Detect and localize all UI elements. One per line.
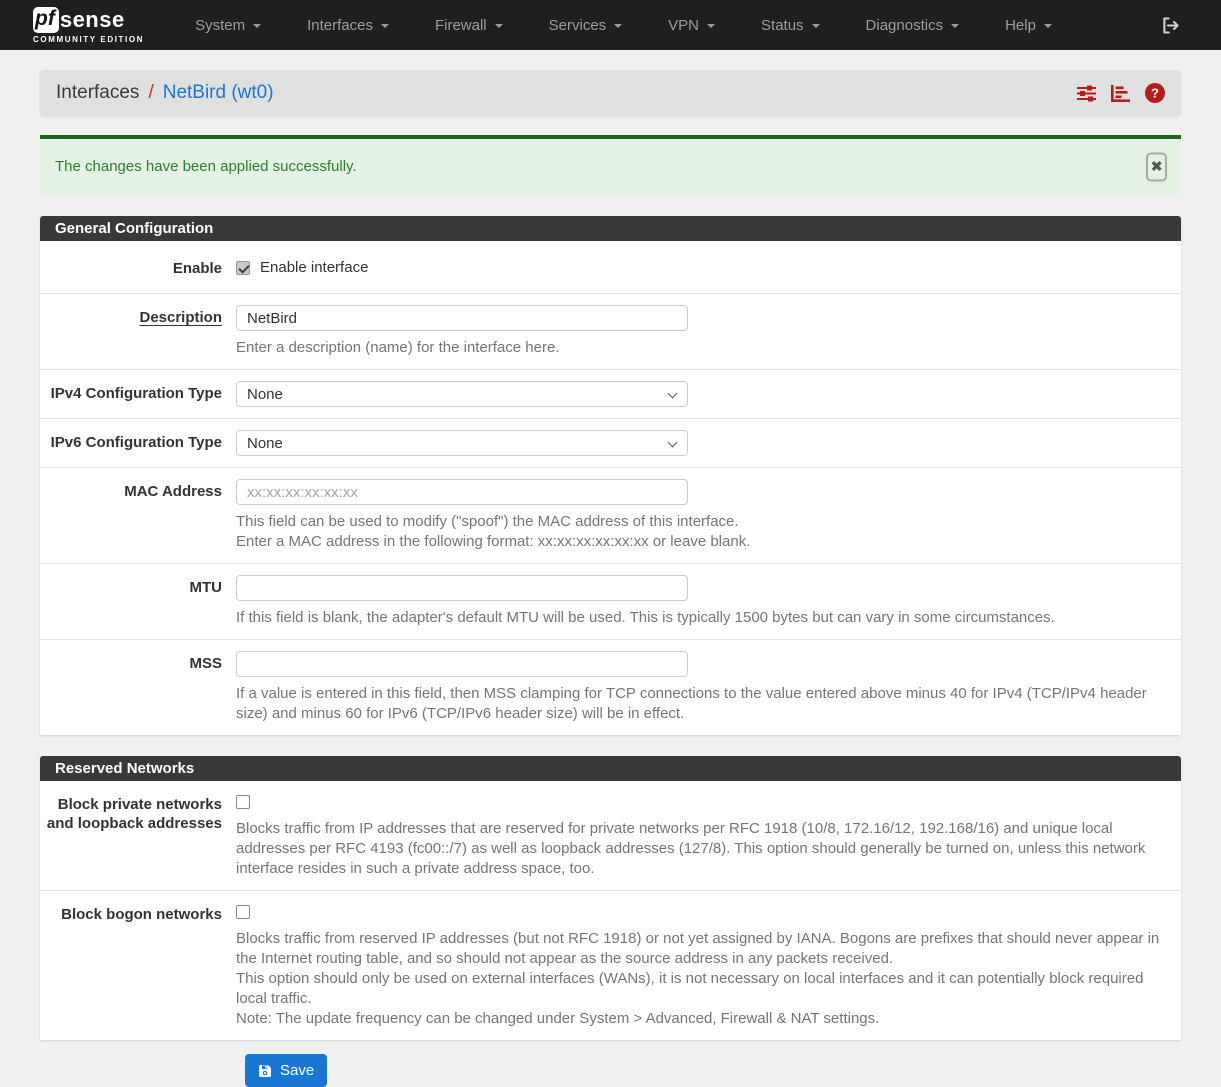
logout-icon[interactable]	[1160, 15, 1181, 36]
chevron-down-icon	[812, 24, 820, 28]
block-private-networks-checkbox[interactable]	[236, 795, 250, 809]
enable-label: Enable	[172, 260, 222, 277]
menu-firewall[interactable]	[412, 0, 526, 50]
success-alert-message: The changes have been applied successfully.	[55, 158, 357, 175]
menu-interfaces[interactable]	[284, 0, 412, 50]
chevron-down-icon	[707, 24, 715, 28]
description-input[interactable]	[236, 305, 688, 331]
general-configuration-panel	[40, 216, 1181, 735]
block-bogon-networks-label: Block bogon networks	[61, 906, 222, 923]
block-bogon-networks-help: Blocks traffic from reserved IP addresses (but not RFC 1918) or not yet assigned by IANA. Bogons are prefixes that should never appear in the Internet routing table, and so should not appear as the source address in any packets received. This option should only be used on external interfaces (WANs), it is not necessary on local interfaces and it can potentially block required local traffic. Note: The update frequency can be changed under System > Advanced, Firewall & NAT settings.	[236, 930, 1160, 1027]
success-alert	[40, 135, 1181, 195]
chevron-down-icon	[381, 24, 389, 28]
ipv6-selected-value: None	[247, 434, 283, 452]
top-navbar	[0, 0, 1221, 50]
ipv6-configuration-type-select[interactable]	[236, 430, 688, 456]
ipv6-configuration-type-row	[40, 418, 1181, 467]
mss-input[interactable]	[236, 651, 688, 677]
mac-address-input[interactable]	[236, 479, 688, 505]
block-private-networks-row	[40, 781, 1181, 890]
mtu-label: MTU	[189, 579, 222, 596]
reserved-networks-panel	[40, 756, 1181, 1040]
status-chart-icon[interactable]	[1111, 85, 1130, 102]
save-button[interactable]	[245, 1054, 327, 1087]
block-private-networks-label: Block private networks and loopback addresses	[46, 796, 222, 832]
ipv6-configuration-type-label: IPv6 Configuration Type	[50, 434, 222, 451]
description-label: Description	[139, 309, 222, 326]
breadcrumb-separator: /	[148, 82, 154, 103]
pfsense-logo-pf: pf	[33, 7, 59, 33]
menu-status[interactable]	[738, 0, 843, 50]
save-icon	[258, 1064, 272, 1078]
mss-row	[40, 639, 1181, 735]
enable-row	[40, 241, 1181, 293]
pfsense-logo[interactable]	[33, 7, 144, 44]
mac-address-row	[40, 467, 1181, 563]
breadcrumb-section: Interfaces	[56, 82, 140, 103]
block-bogon-networks-row	[40, 890, 1181, 1040]
ipv4-selected-value: None	[247, 385, 283, 403]
mtu-row	[40, 563, 1181, 639]
pfsense-logo-tagline: COMMUNITY EDITION	[33, 34, 145, 44]
menu-help-label: Help	[1005, 16, 1036, 34]
mss-help: If a value is entered in this field, then MSS clamping for TCP connections to the value entered above minus 40 for IPv4 (TCP/IPv4 header size) and minus 60 for IPv6 (TCP/IPv6 header size) will be in effect.	[236, 685, 1147, 722]
ipv4-configuration-type-row	[40, 369, 1181, 418]
close-icon[interactable]: ✖	[1146, 153, 1167, 182]
mtu-help: If this field is blank, the adapter's default MTU will be used. This is typically 1500 bytes but can vary in some circumstances.	[236, 609, 1055, 626]
menu-interfaces-label: Interfaces	[307, 16, 373, 34]
menu-diagnostics[interactable]	[843, 0, 983, 50]
chevron-down-icon	[614, 24, 622, 28]
help-icon[interactable]	[1145, 83, 1165, 103]
svg-text:?: ?	[1151, 85, 1159, 101]
menu-vpn-label: VPN	[668, 16, 700, 34]
ipv4-configuration-type-select[interactable]	[236, 381, 688, 407]
block-bogon-networks-checkbox[interactable]	[236, 905, 250, 919]
menu-vpn[interactable]	[645, 0, 738, 50]
menu-services-label: Services	[548, 16, 607, 34]
save-row	[40, 1054, 1181, 1087]
chevron-down-icon	[951, 24, 959, 28]
description-row	[40, 293, 1181, 369]
chevron-down-icon	[1044, 24, 1052, 28]
menu-system-label: System	[195, 16, 246, 34]
chevron-down-icon	[668, 389, 678, 399]
breadcrumb-page-link[interactable]: NetBird (wt0)	[162, 82, 274, 103]
menu-firewall-label: Firewall	[434, 16, 487, 34]
menu-system[interactable]	[172, 0, 284, 50]
sliders-icon[interactable]	[1077, 85, 1096, 102]
chevron-down-icon	[668, 438, 678, 448]
mss-label: MSS	[189, 655, 222, 672]
general-configuration-title: General Configuration	[40, 216, 1181, 241]
mac-address-label: MAC Address	[124, 483, 222, 500]
menu-status-label: Status	[761, 16, 804, 34]
ipv4-configuration-type-label: IPv4 Configuration Type	[50, 385, 222, 402]
menu-services[interactable]	[526, 0, 646, 50]
menu-diagnostics-label: Diagnostics	[865, 16, 944, 34]
description-help: Enter a description (name) for the interface here.	[236, 339, 560, 356]
main-menu	[172, 0, 1075, 50]
save-button-label: Save	[280, 1062, 315, 1079]
block-private-networks-help: Blocks traffic from IP addresses that are reserved for private networks per RFC 1918 (10/8, 172.16/12, 192.168/16) and unique local addresses per RFC 4193 (fc00::/7) as well as loopback addresses (127/8). This option should generally be turned on, unless this network interface resides in such a private address space, too.	[236, 820, 1146, 877]
reserved-networks-title: Reserved Networks	[40, 756, 1181, 781]
menu-help[interactable]	[982, 0, 1075, 50]
mac-address-help: This field can be used to modify ("spoof") the MAC address of this interface. Enter a MAC address in the following format: xx:xx:xx:xx:xx:xx or leave blank.	[236, 513, 751, 550]
chevron-down-icon	[253, 24, 261, 28]
pfsense-logo-sense: sense	[59, 6, 125, 32]
breadcrumb	[40, 70, 1181, 116]
enable-interface-checkbox[interactable]	[236, 261, 250, 275]
chevron-down-icon	[495, 24, 503, 28]
mtu-input[interactable]	[236, 575, 688, 601]
enable-interface-checkbox-label: Enable interface	[260, 259, 369, 276]
